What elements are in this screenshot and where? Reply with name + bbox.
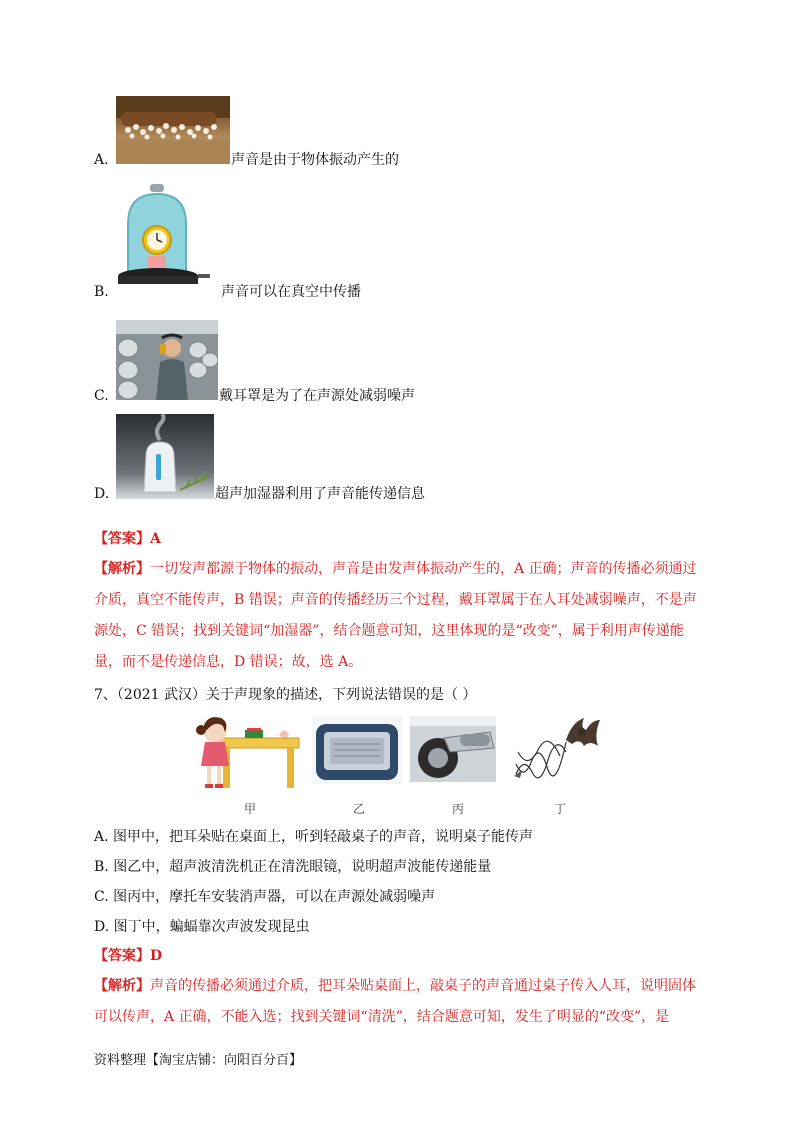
option-b-text: 声音可以在真空中传播	[221, 284, 361, 300]
answer-label: 【答案】	[94, 948, 150, 964]
option-a-letter: A.	[94, 152, 109, 168]
analysis-q7	[94, 971, 706, 1033]
question-source: （2021 武汉）	[116, 687, 207, 703]
caption-bing: 丙	[452, 802, 465, 816]
q7-option-a-text: 图甲中，把耳朵贴在桌面上，听到轻敲桌子的声音，说明桌子能传声	[113, 829, 534, 845]
q7-option-b-letter: B.	[94, 859, 109, 875]
q7-option-d	[94, 917, 310, 937]
option-d-text: 超声加湿器利用了声音能传递信息	[215, 486, 425, 502]
option-c-letter: C.	[94, 388, 109, 404]
q7-option-c	[94, 887, 435, 907]
analysis-q6	[94, 554, 706, 678]
answer-label: 【答案】	[94, 531, 150, 547]
girl-ear-on-table-illustration	[193, 712, 303, 790]
motorcycle-muffler-photo	[410, 716, 496, 782]
option-d-letter: D.	[94, 486, 110, 502]
factory-worker-earmuffs-photo	[116, 320, 218, 400]
caption-jia: 甲	[244, 802, 257, 816]
answer-value: D	[150, 948, 163, 964]
question-text: 关于声现象的描述，下列说法错误的是（ ）	[206, 687, 477, 703]
analysis-label: 【解析】	[94, 561, 150, 577]
q7-option-a	[94, 827, 533, 847]
option-b-letter: B.	[94, 284, 109, 300]
q7-option-d-text: 图丁中，蝙蝠靠次声波发现昆虫	[113, 919, 310, 935]
bell-jar-clock-photo	[116, 184, 216, 298]
q7-option-c-letter: C.	[94, 889, 109, 905]
sound-vibration-photo	[116, 96, 230, 164]
bat-echolocation-illustration	[510, 712, 600, 784]
ultrasonic-humidifier-photo	[116, 414, 214, 499]
q7-option-b	[94, 857, 491, 877]
analysis-text: 声音的传播必须通过介质，把耳朵贴桌面上，敲桌子的声音通过桌子传入人耳，说明固体可以传声，A 正确，不能入选；找到关键词“清洗”，结合题意可知，发生了明显的“改变”，是	[94, 978, 696, 1025]
answer-q7	[94, 946, 162, 966]
q7-option-d-letter: D.	[94, 919, 110, 935]
analysis-text: 一切发声都源于物体的振动，声音是由发声体振动产生的，A 正确；声音的传播必须通过介质，真空不能传声，B 错误；声音的传播经历三个过程，戴耳罩属于在人耳处减弱噪声，不是声源处，C 错误；找到关键词“加湿器”，结合题意可知，这里体现的是“改变”，属于利用声传递能量，而不是传递信息，D 错误；故，选 A。	[94, 561, 697, 670]
q7-option-a-letter: A.	[94, 829, 109, 845]
analysis-label: 【解析】	[94, 978, 150, 994]
answer-q6	[94, 529, 161, 549]
option-c-text: 戴耳罩是为了在声源处减弱噪声	[219, 388, 415, 404]
q7-option-c-text: 图丙中，摩托车安装消声器，可以在声源处减弱噪声	[113, 889, 436, 905]
question-7-stem	[94, 685, 476, 705]
option-a-text: 声音是由于物体振动产生的	[231, 152, 399, 168]
page-footer: 资料整理【淘宝店铺：向阳百分百】	[94, 1053, 303, 1068]
caption-ding: 丁	[554, 802, 567, 816]
caption-yi: 乙	[353, 802, 366, 816]
q7-option-b-text: 图乙中，超声波清洗机正在清洗眼镜，说明超声波能传递能量	[113, 859, 492, 875]
question-number: 7、	[94, 687, 117, 703]
answer-value: A	[150, 531, 161, 547]
ultrasonic-cleaner-photo	[312, 716, 402, 784]
